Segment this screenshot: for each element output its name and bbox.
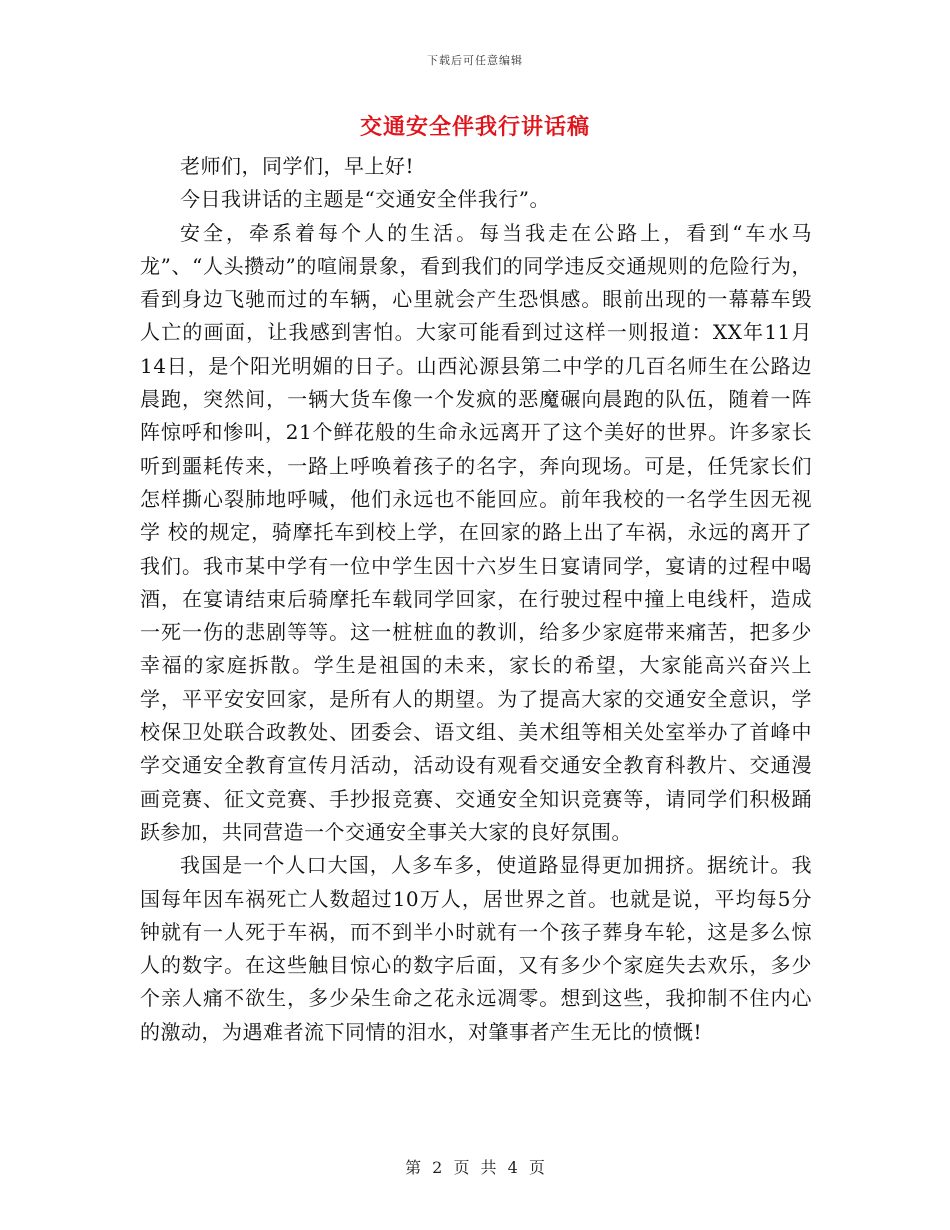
document-body [140, 150, 812, 1049]
document-title: 交通安全伴我行讲话稿 [359, 114, 590, 140]
page-number-footer: 第 2 页 共 4 页 [405, 1158, 545, 1177]
paragraph-greeting: 老师们，同学们，早上好! [180, 154, 415, 178]
paragraph-statistics: 我国是一个人口大国，人多车多，使道路显得更加拥挤。据统计。我国每年因车祸死亡人数超过10万人，居世界之首。也就是说，平均每5分钟就有一人死于车祸，而不到半小时就有一个孩子葬身车轮，这是多么惊人的数字。在这些触目惊心的数字后面，又有多少个家庭失去欢乐，多少个亲人痛不欲生，多少朵生命之花永远凋零。想到这些，我抑制不住内心的激动，为遇难者流下同情的泪水，对肇事者产生无比的愤慨! [140, 853, 812, 1044]
paragraph-safety-story: 安全，牵系着每个人的生活。每当我走在公路上，看到“车水马龙”、“人头攒动”的喧闹景象，看到我们的同学违反交通规则的危险行为，看到身边飞驰而过的车辆，心里就会产生恐惧感。眼前出现的一幕幕车毁人亡的画面，让我感到害怕。大家可能看到过这样一则报道：XX年11月14日，是个阳光明媚的日子。山西沁源县第二中学的几百名师生在公路边晨跑，突然间，一辆大货车像一个发疯的恶魔碾向晨跑的队伍，随着一阵阵惊呼和惨叫，21个鲜花般的生命永远离开了这个美好的世界。许多家长听到噩耗传来，一路上呼唤着孩子的名字，奔向现场。可是，任凭家长们怎样撕心裂肺地呼喊，他们永远也不能回应。前年我校的一名学生因无视学 校的规定，骑摩托车到校上学，在回家的路上出了车祸，永远的离开了我们。我市某中学有一位中学生因十六岁生日宴请同学，宴请的过程中喝酒，在宴请结束后骑摩托车载同学回家，在行驶过程中撞上电线杆，造成一死一伤的悲剧等等。这一桩桩血的教训，给多少家庭带来痛苦，把多少幸福的家庭拆散。学生是祖国的未来，家长的希望，大家能高兴奋兴上学，平平安安回家，是所有人的期望。为了提高大家的交通安全意识，学校保卫处联合政教处、团委会、语文组、美术组等相关处室举办了首峰中学交通安全教育宣传月活动，活动设有观看交通安全教育科教片、交通漫画竞赛、征文竞赛、手抄报竞赛、交通安全知识竞赛等，请同学们积极踊跃参加，共同营造一个交通安全事关大家的良好氛围。 [140, 220, 812, 844]
paragraph-topic: 今日我讲话的主题是“交通安全伴我行”。 [180, 187, 550, 212]
page-header-note: 下载后可任意编辑 [427, 54, 523, 67]
